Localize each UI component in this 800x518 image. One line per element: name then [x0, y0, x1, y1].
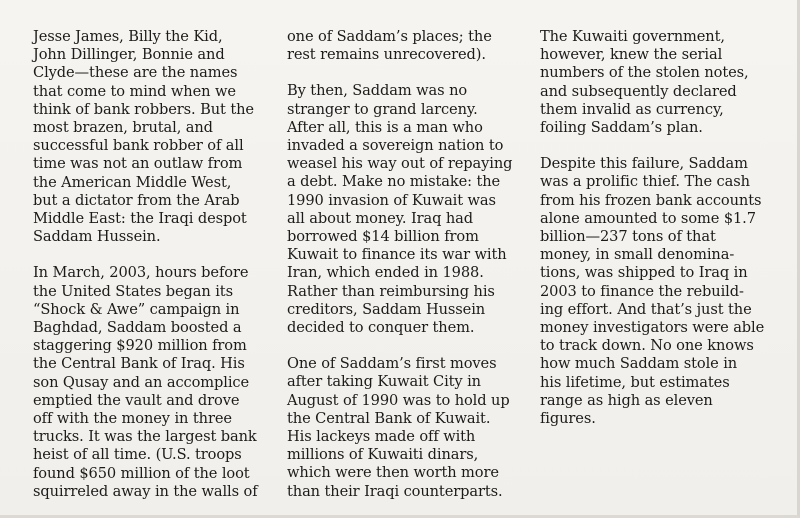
text-line: creditors, Saddam Hussein: [287, 300, 486, 318]
text-line: In March, 2003, hours before: [33, 264, 249, 282]
text-line: numbers of the stolen notes,: [540, 64, 749, 82]
paragraph: [33, 264, 258, 501]
text-line: the United States began its: [33, 282, 233, 300]
text-line: one of Saddam’s places; the: [287, 28, 492, 45]
text-line: and subsequently declared: [540, 82, 737, 100]
text-line: tions, was shipped to Iraq in: [540, 264, 748, 282]
text-line: August of 1990 was to hold up: [287, 391, 510, 409]
text-line: how much Saddam stole in: [540, 355, 738, 373]
text-line: squirreled away in the walls of: [33, 482, 258, 500]
text-line: range as high as eleven: [540, 391, 713, 409]
text-line: the Central Bank of Iraq. His: [33, 355, 245, 373]
text-line: John Dillinger, Bonnie and: [33, 46, 225, 64]
text-line: think of bank robbers. But the: [33, 100, 254, 118]
text-line: most brazen, brutal, and: [33, 119, 213, 137]
text-line: Middle East: the Iraqi despot: [33, 210, 247, 228]
text-line: decided to conquer them.: [287, 319, 475, 337]
text-line: foiling Saddam’s plan.: [540, 119, 703, 137]
text-line: than their Iraqi counterparts.: [287, 482, 503, 500]
text-line: Baghdad, Saddam boosted a: [33, 319, 242, 337]
text-line: son Qusay and an accomplice: [33, 373, 250, 391]
paragraph: [287, 355, 512, 501]
text-line: Saddam Hussein.: [33, 228, 161, 246]
text-line: but a dictator from the Arab: [33, 191, 240, 209]
text-line: time was not an outlaw from: [33, 155, 243, 173]
text-line: 2003 to finance the rebuild-: [540, 282, 744, 300]
text-line: successful bank robber of all: [33, 137, 244, 155]
text-column-2: [287, 28, 512, 501]
text-line: ing effort. And that’s just the: [540, 300, 752, 318]
text-line: After all, this is a man who: [287, 118, 483, 136]
text-line: stranger to grand larceny.: [287, 100, 478, 118]
text-line: emptied the vault and drove: [33, 391, 240, 409]
text-line: money, in small denomina-: [540, 246, 735, 264]
paragraph: [540, 28, 765, 137]
text-line: His lackeys made off with: [287, 428, 476, 446]
text-line: heist of all time. (U.S. troops: [33, 446, 242, 464]
paragraph: [540, 155, 765, 428]
text-line: staggering $920 million from: [33, 337, 247, 355]
text-line: trucks. It was the largest bank: [33, 428, 257, 446]
text-line: “Shock & Awe” campaign in: [33, 300, 240, 318]
text-line: By then, Saddam was no: [287, 82, 468, 100]
text-line: Jesse James, Billy the Kid,: [33, 28, 223, 45]
text-line: the American Middle West,: [33, 173, 232, 191]
text-line: that come to mind when we: [33, 82, 236, 100]
text-line: Kuwait to finance its war with: [287, 246, 507, 264]
text-line: borrowed $14 billion from: [287, 228, 479, 246]
text-line: after taking Kuwait City in: [287, 373, 481, 391]
text-line: Iran, which ended in 1988.: [287, 264, 484, 282]
text-line: billion—237 tons of that: [540, 228, 716, 246]
text-line: however, knew the serial: [540, 46, 723, 64]
text-line: the Central Bank of Kuwait.: [287, 409, 491, 427]
text-line: all about money. Iraq had: [287, 209, 474, 227]
text-column-1: [33, 28, 258, 501]
text-line: off with the money in three: [33, 410, 232, 428]
text-line: them invalid as currency,: [540, 100, 724, 118]
text-line: Clyde—these are the names: [33, 64, 238, 82]
text-line: invaded a sovereign nation to: [287, 137, 504, 155]
text-line: found $650 million of the loot: [33, 464, 250, 482]
text-line: alone amounted to some $1.7: [540, 209, 756, 227]
text-line: millions of Kuwaiti dinars,: [287, 446, 479, 464]
text-line: weasel his way out of repaying: [287, 155, 513, 173]
text-line: rest remains unrecovered).: [287, 46, 486, 64]
text-line: figures.: [540, 410, 596, 428]
paragraph: [287, 82, 512, 337]
paragraph: [287, 28, 512, 64]
text-line: a debt. Make no mistake: the: [287, 173, 501, 191]
text-line: to track down. No one knows: [540, 337, 754, 355]
text-column-3: [540, 28, 765, 428]
text-line: from his frozen bank accounts: [540, 191, 762, 209]
text-line: his lifetime, but estimates: [540, 373, 730, 391]
text-line: money investigators were able: [540, 319, 765, 337]
text-line: Despite this failure, Saddam: [540, 155, 748, 173]
text-line: The Kuwaiti government,: [540, 28, 725, 45]
text-line: which were then worth more: [287, 464, 499, 482]
paragraph: [33, 28, 258, 246]
text-line: was a prolific thief. The cash: [540, 173, 750, 191]
text-line: 1990 invasion of Kuwait was: [287, 191, 496, 209]
text-line: Rather than reimbursing his: [287, 282, 495, 300]
text-line: One of Saddam’s first moves: [287, 355, 497, 373]
